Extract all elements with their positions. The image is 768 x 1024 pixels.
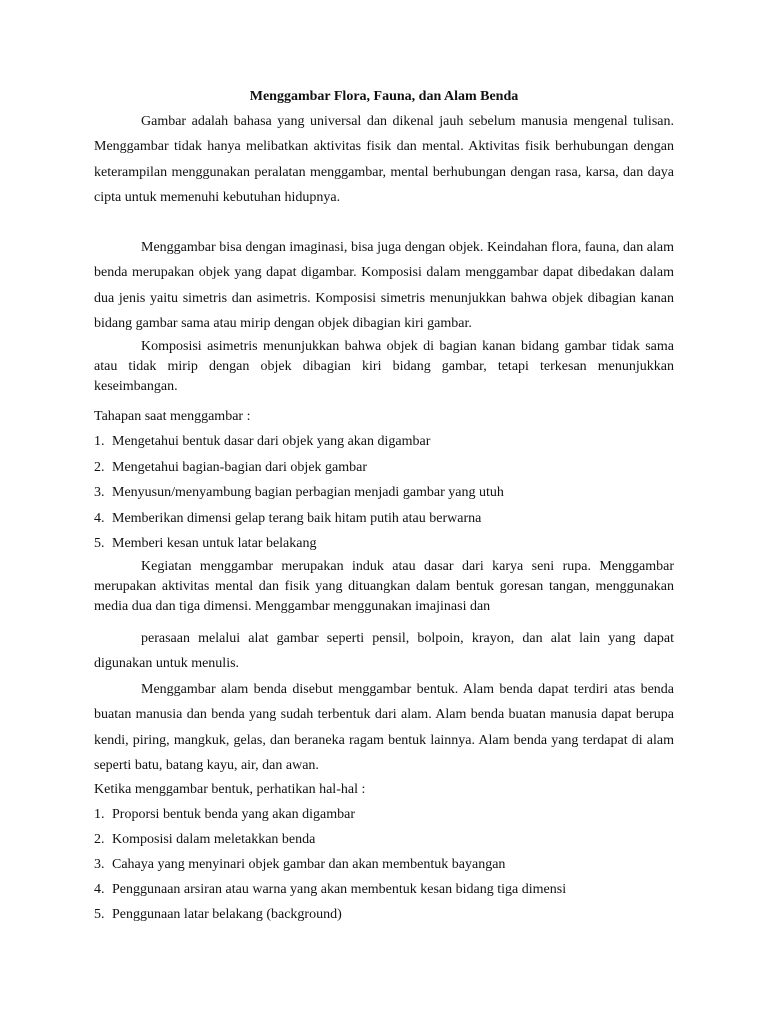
list-item — [94, 831, 674, 849]
list-item-number: 4. — [94, 511, 105, 526]
list-item-text: Cahaya yang menyinari objek gambar dan akan membentuk bayangan — [112, 857, 506, 872]
paragraph-6: Menggambar alam benda disebut menggambar bentuk. Alam benda dapat terdiri atas benda buatan manusia dan benda yang sudah terbentuk dari alam. Alam benda buatan manusia dapat berupa kendi, piring, mangkuk, gelas, dan beraneka ragam bentuk lainnya. Alam benda yang terdapat di alam seperti batu, batang kayu, air, dan awan. — [94, 682, 674, 773]
paragraph-1: Gambar adalah bahasa yang universal dan dikenal jauh sebelum manusia mengenal tulisan. Menggambar tidak hanya melibatkan aktivitas fisik dan mental. Aktivitas fisik berhubungan dengan keterampilan menggunakan peralatan menggambar, mental berhubungan dengan rasa, karsa, dan daya cipta untuk memenuhi kebutuhan hidupnya. — [94, 114, 674, 205]
list-item — [94, 535, 674, 553]
paragraph-5: perasaan melalui alat gambar seperti pensil, bolpoin, krayon, dan alat lain yang dapat digunakan untuk menulis. — [94, 631, 674, 672]
list-item-number: 1. — [94, 807, 105, 822]
paragraph-2: Menggambar bisa dengan imaginasi, bisa juga dengan objek. Keindahan flora, fauna, dan alam benda merupakan objek yang dapat digambar. Komposisi dalam menggambar dapat dibedakan dalam dua jenis yaitu simetris dan asimetris. Komposisi simetris menunjukkan bahwa objek dibagian kanan bidang gambar sama atau mirip dengan objek dibagian kiri gambar. — [94, 240, 674, 331]
list-item-text: Menyusun/menyambung bagian perbagian menjadi gambar yang utuh — [112, 485, 504, 500]
list-item — [94, 433, 674, 451]
list-item-number: 4. — [94, 882, 105, 897]
document-title: Menggambar Flora, Fauna, dan Alam Benda — [249, 89, 519, 104]
list-item — [94, 510, 674, 528]
list-item-text: Memberikan dimensi gelap terang baik hitam putih atau berwarna — [112, 511, 482, 526]
list-item — [94, 459, 674, 477]
list-item-text: Memberi kesan untuk latar belakang — [112, 536, 317, 551]
list-item — [94, 906, 674, 924]
notes-heading: Ketika menggambar bentuk, perhatikan hal-hal : — [94, 782, 366, 797]
list-item-number: 3. — [94, 857, 105, 872]
list-item-number: 3. — [94, 485, 105, 500]
list-item — [94, 806, 674, 824]
list-item-text: Komposisi dalam meletakkan benda — [112, 832, 316, 847]
paragraph-4: Kegiatan menggambar merupakan induk atau dasar dari karya seni rupa. Menggambar merupakan aktivitas mental dan fisik yang dituangkan dalam bentuk goresan tangan, menggunakan media dua dan tiga dimensi. Menggambar menggunakan imajinasi dan — [94, 559, 674, 614]
list-item-text: Mengetahui bagian-bagian dari objek gambar — [112, 460, 368, 475]
list-item-number: 5. — [94, 536, 105, 551]
list-item — [94, 856, 674, 874]
list-item — [94, 484, 674, 502]
list-item-number: 2. — [94, 460, 105, 475]
steps-heading: Tahapan saat menggambar : — [94, 409, 251, 424]
list-item-text: Mengetahui bentuk dasar dari objek yang akan digambar — [112, 434, 431, 449]
paragraph-3: Komposisi asimetris menunjukkan bahwa objek di bagian kanan bidang gambar tidak sama atau tidak mirip dengan objek dibagian kiri bidang gambar, tetapi terkesan menunjukkan keseimbangan. — [94, 339, 674, 394]
list-item-text: Penggunaan arsiran atau warna yang akan membentuk kesan bidang tiga dimensi — [112, 882, 567, 897]
list-item-text: Proporsi bentuk benda yang akan digambar — [112, 807, 355, 822]
list-item-number: 2. — [94, 832, 105, 847]
list-item — [94, 881, 674, 899]
list-item-number: 5. — [94, 907, 105, 922]
list-item-text: Penggunaan latar belakang (background) — [112, 907, 342, 922]
list-item-number: 1. — [94, 434, 105, 449]
